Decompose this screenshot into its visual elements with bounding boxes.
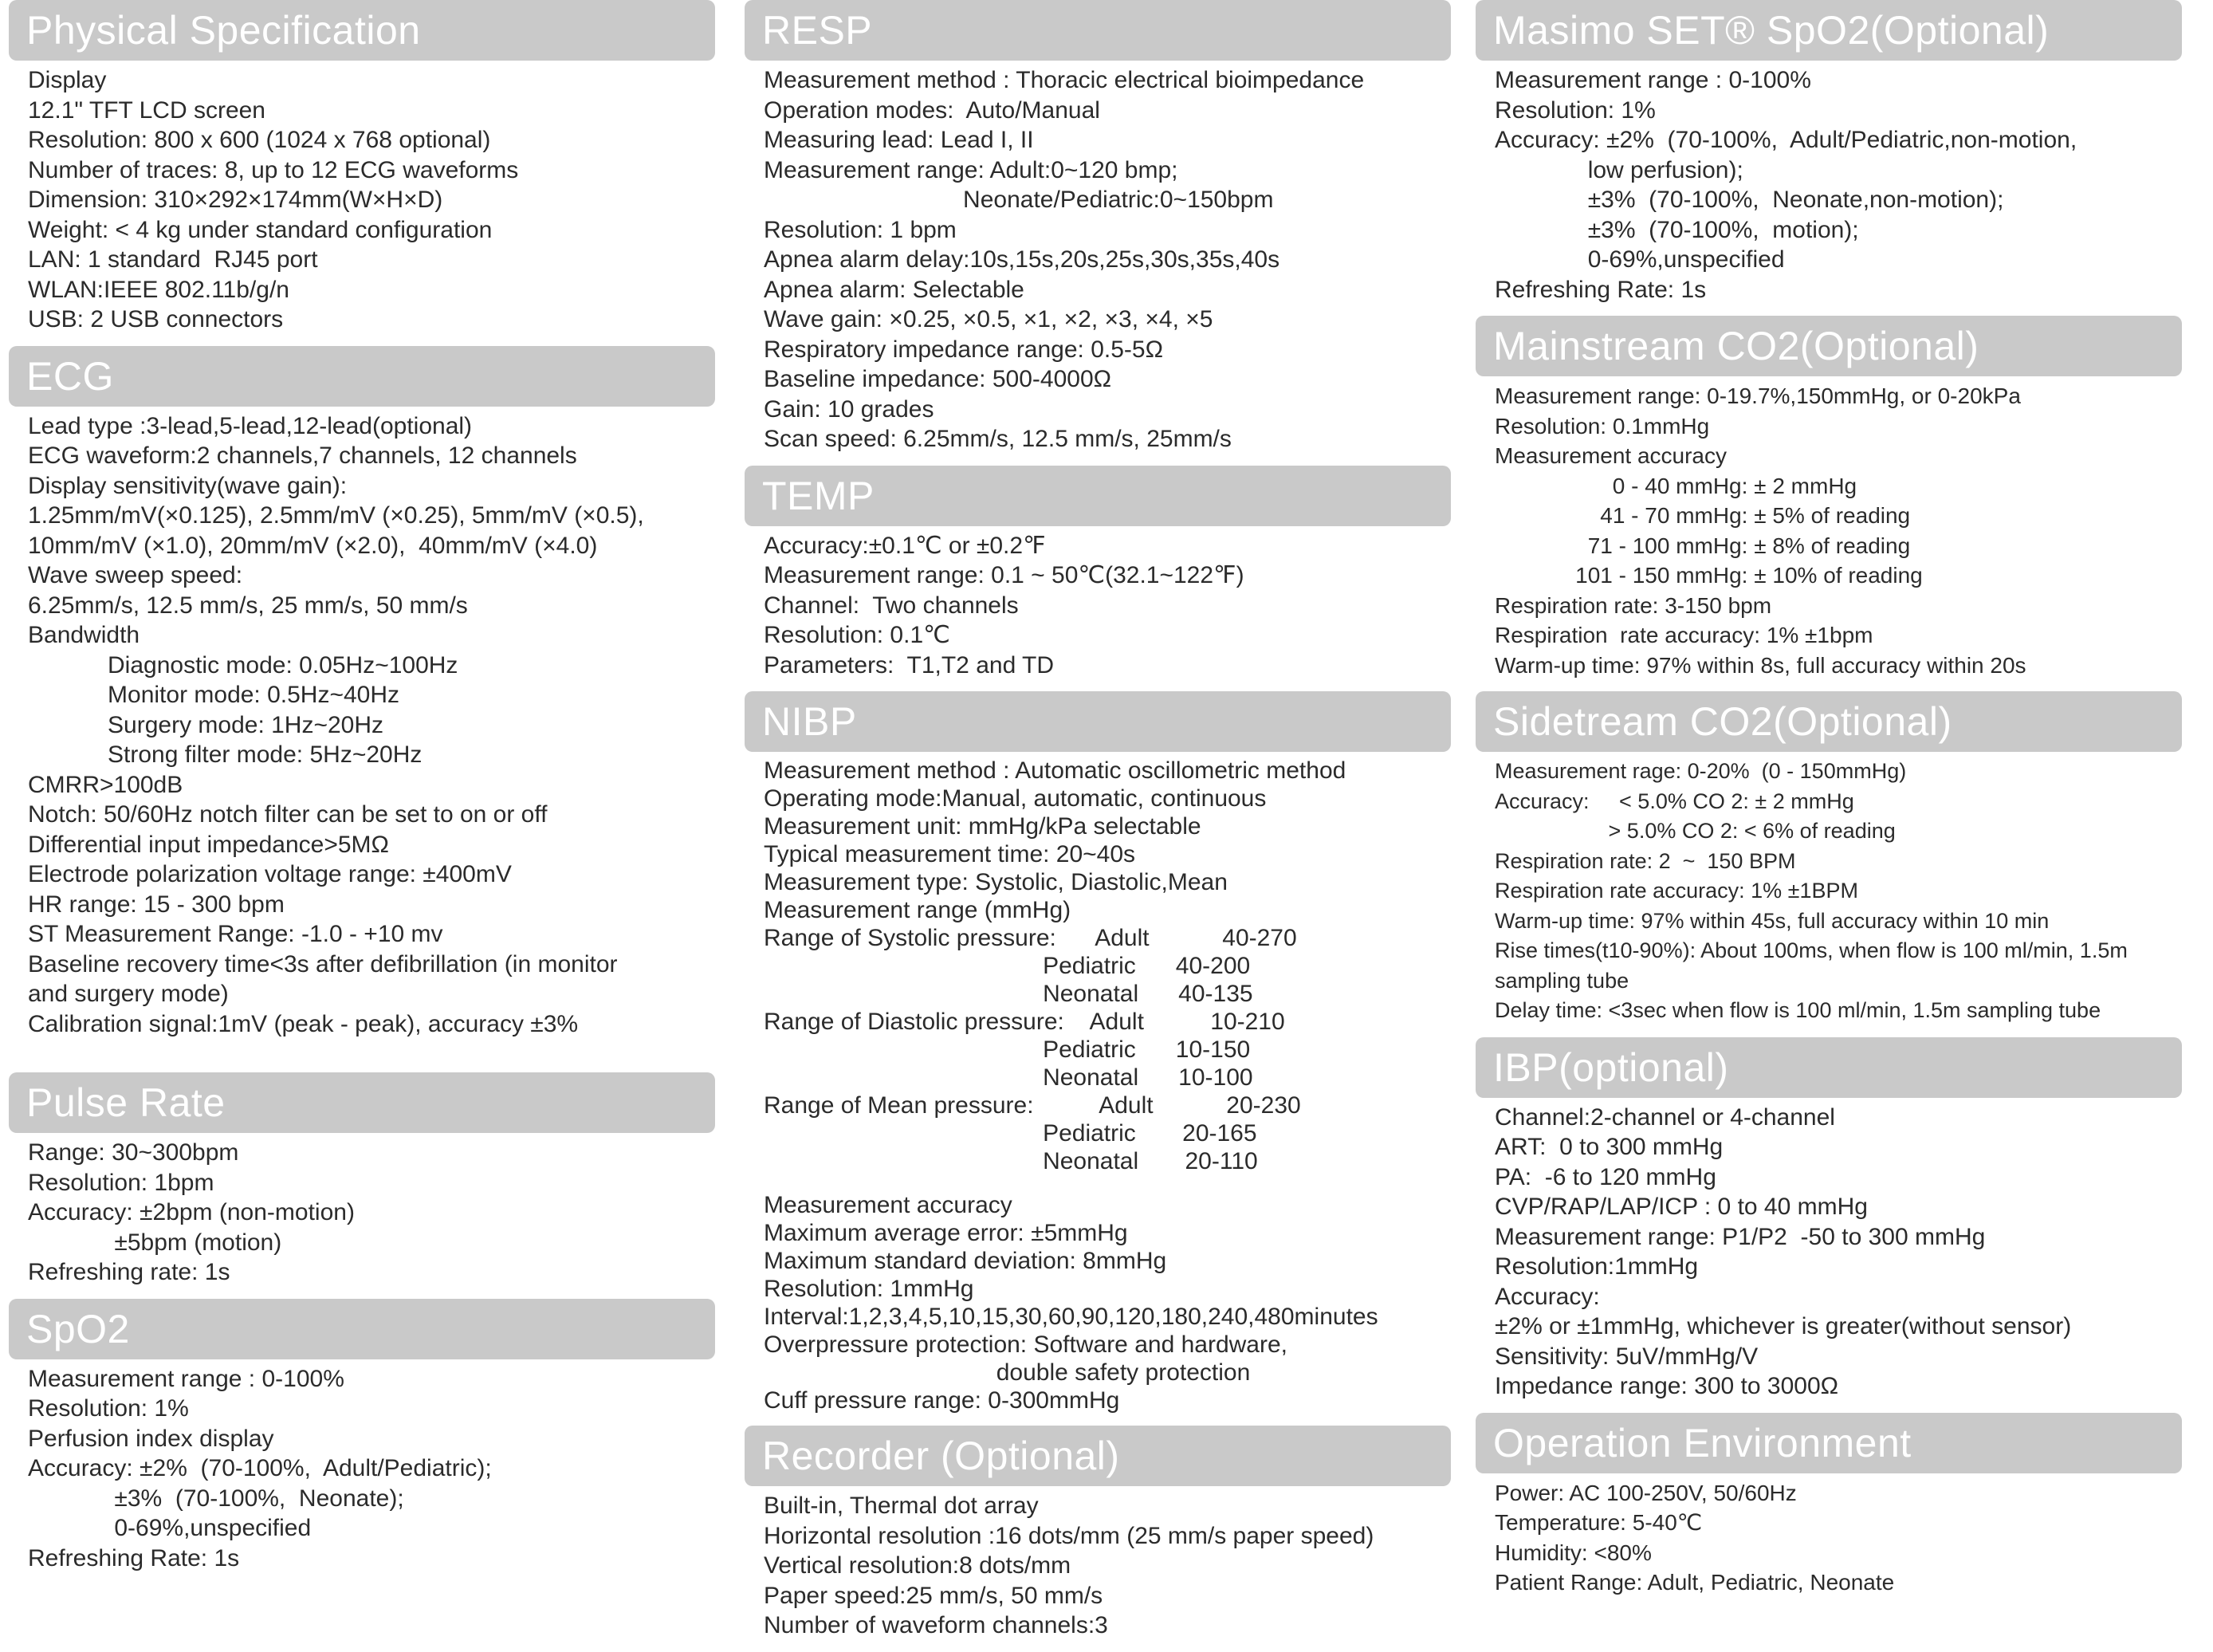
spec-line: ±3% (70-100%, Neonate);: [28, 1485, 404, 1512]
section-resp: [745, 0, 1451, 461]
section-body: [745, 61, 1451, 461]
spec-line: Maximum standard deviation: 8mmHg: [764, 1248, 1167, 1274]
spec-line: Accuracy:±0.1℃ or ±0.2℉: [764, 532, 1046, 559]
spec-line: Respiration rate accuracy: 1% ±1BPM: [1495, 879, 1859, 903]
section-temp: [745, 466, 1451, 687]
spec-line: ±3% (70-100%, motion);: [1495, 216, 1859, 243]
spec-line: Humidity: <80%: [1495, 1540, 1652, 1565]
section-body: [745, 526, 1451, 687]
spec-line: Resolution: 1%: [28, 1395, 189, 1422]
spec-line: Channel:2-channel or 4-channel: [1495, 1103, 1835, 1131]
spec-line: Differential input impedance>5MΩ: [28, 831, 389, 858]
spec-line: 1.25mm/mV(×0.125), 2.5mm/mV (×0.25), 5mm/mV (×0.5),: [28, 502, 644, 529]
spec-line: Wave sweep speed:: [28, 562, 243, 588]
spec-line: Display sensitivity(wave gain):: [28, 472, 348, 499]
spec-line: 0-69%,unspecified: [28, 1515, 312, 1541]
section-nibp: [745, 691, 1451, 1421]
spec-line: CMRR>100dB: [28, 771, 183, 798]
spec-line: CVP/RAP/LAP/ICP : 0 to 40 mmHg: [1495, 1194, 1868, 1220]
section-body: [1476, 752, 2182, 1032]
spec-line: Range of Diastolic pressure: Adult 10-210: [764, 1009, 1285, 1035]
spec-line: Warm-up time: 97% within 8s, full accuracy within 20s: [1495, 652, 2026, 678]
spec-line: Measurement method : Thoracic electrical bioimpedance: [764, 67, 1365, 93]
spec-line: Measurement unit: mmHg/kPa selectable: [764, 813, 1201, 840]
column-1: [9, 0, 715, 1584]
spec-line: Accuracy: ±2% (70-100%, Adult/Pediatric,non-motion,: [1495, 127, 2077, 153]
section-recorder: [745, 1426, 1451, 1647]
spec-line: Accuracy:: [1495, 1283, 1600, 1310]
section-title: NIBP: [745, 691, 1451, 752]
spec-line: Lead type :3-lead,5-lead,12-lead(optional): [28, 412, 473, 439]
spec-line: Temperature: 5-40℃: [1495, 1510, 1703, 1535]
section-title: Operation Environment: [1476, 1413, 2182, 1473]
spec-line: Paper speed:25 mm/s, 50 mm/s: [764, 1582, 1103, 1609]
spec-line: Weight: < 4 kg under standard configuration: [28, 216, 493, 243]
spec-line: USB: 2 USB connectors: [28, 306, 284, 332]
section-title: Physical Specification: [9, 0, 715, 61]
spec-line: Range: 30~300bpm: [28, 1139, 239, 1166]
section-title: Sidetream CO2(Optional): [1476, 691, 2182, 752]
spec-line: Measurement range: Adult:0~120 bmp;: [764, 156, 1178, 183]
spec-line: Accuracy: < 5.0% CO 2: ± 2 mmHg: [1495, 789, 1854, 813]
spec-line: Cuff pressure range: 0-300mmHg: [764, 1387, 1120, 1414]
spec-line: Measurement range (mmHg): [764, 897, 1071, 923]
spec-line: Display: [28, 67, 107, 93]
spec-line: Delay time: <3sec when flow is 100 ml/min, 1.5m sampling tube: [1495, 998, 2101, 1022]
spec-line: 41 - 70 mmHg: ± 5% of reading: [1495, 503, 1911, 528]
spec-line: Impedance range: 300 to 3000Ω: [1495, 1373, 1839, 1399]
spec-line: Maximum average error: ±5mmHg: [764, 1220, 1128, 1246]
spec-line: Accuracy: ±2bpm (non-motion): [28, 1199, 355, 1225]
spec-line: double safety protection: [764, 1359, 1251, 1386]
section-title: Pulse Rate: [9, 1072, 715, 1133]
spec-line: Measurement accuracy: [764, 1192, 1012, 1218]
section-title: Mainstream CO2(Optional): [1476, 316, 2182, 376]
spec-line: Neonatal 10-100: [764, 1064, 1253, 1091]
spec-line: Notch: 50/60Hz notch filter can be set to on or off: [28, 801, 548, 828]
spec-line: PA: -6 to 120 mmHg: [1495, 1163, 1716, 1190]
section-body: [1476, 1473, 2182, 1604]
spec-line: Typical measurement time: 20~40s: [764, 841, 1136, 867]
spec-line: Apnea alarm: Selectable: [764, 276, 1024, 303]
spec-line: Measurement method : Automatic oscillometric method: [764, 757, 1346, 784]
spec-line: Interval:1,2,3,4,5,10,15,30,60,90,120,180,240,480minutes: [764, 1304, 1378, 1330]
section-ibp: [1476, 1037, 2182, 1408]
section-ecg: [9, 346, 715, 1046]
section-body: [1476, 376, 2182, 686]
spec-line: Measurement range: P1/P2 -50 to 300 mmHg: [1495, 1223, 1986, 1250]
spec-line: Strong filter mode: 5Hz~20Hz: [28, 741, 423, 768]
spec-line: Operation modes: Auto/Manual: [764, 96, 1100, 124]
section-body: [9, 61, 715, 341]
spec-line: Wave gain: ×0.25, ×0.5, ×1, ×2, ×3, ×4, ×5: [764, 306, 1213, 332]
spec-line: ±3% (70-100%, Neonate,non-motion);: [1495, 187, 2004, 213]
spec-line: Resolution: 800 x 600 (1024 x 768 optional): [28, 127, 491, 153]
spec-line: Measurement type: Systolic, Diastolic,Mean: [764, 869, 1228, 895]
spec-line: Resolution: 1mmHg: [764, 1276, 974, 1302]
spec-line: Pediatric 20-165: [764, 1120, 1257, 1147]
spec-line: ±5bpm (motion): [28, 1229, 282, 1256]
spec-line: Range of Systolic pressure: Adult 40-270: [764, 925, 1297, 951]
spec-line: Perfusion index display: [28, 1425, 274, 1452]
spec-line: Respiration rate: 3-150 bpm: [1495, 592, 1772, 618]
spec-line: Electrode polarization voltage range: ±400mV: [28, 861, 512, 887]
section-spo2: [9, 1299, 715, 1580]
spec-line: Baseline recovery time<3s after defibrillation (in monitor: [28, 950, 618, 977]
section-title: Recorder (Optional): [745, 1426, 1451, 1486]
spec-line: 0-69%,unspecified: [1495, 246, 1785, 273]
spec-line: Overpressure protection: Software and hardware,: [764, 1331, 1287, 1358]
spec-line: Respiratory impedance range: 0.5-5Ω: [764, 336, 1164, 363]
spec-line: Warm-up time: 97% within 45s, full accuracy within 10 min: [1495, 908, 2050, 933]
section-mainstream-co2: [1476, 316, 2182, 686]
spec-line: Calibration signal:1mV (peak - peak), accuracy ±3%: [28, 1010, 579, 1037]
spec-line: Resolution: 1%: [1495, 96, 1656, 124]
spec-line: Measurement accuracy: [1495, 443, 1728, 468]
spec-line: Surgery mode: 1Hz~20Hz: [28, 711, 384, 738]
spec-line: sampling tube: [1495, 968, 1629, 993]
spec-line: Refreshing Rate: 1s: [28, 1544, 240, 1571]
spec-line: Measurement range : 0-100%: [1495, 67, 1811, 93]
spec-line: Gain: 10 grades: [764, 395, 934, 423]
spec-line: Vertical resolution:8 dots/mm: [764, 1552, 1071, 1579]
spec-line: Sensitivity: 5uV/mmHg/V: [1495, 1343, 1759, 1370]
spec-line: WLAN:IEEE 802.11b/g/n: [28, 276, 289, 303]
section-operation-environment: [1476, 1413, 2182, 1604]
section-masimo-spo2: [1476, 0, 2182, 311]
spec-line: ART: 0 to 300 mmHg: [1495, 1134, 1724, 1160]
spec-line: Power: AC 100-250V, 50/60Hz: [1495, 1480, 1797, 1505]
spec-line: Baseline impedance: 500-4000Ω: [764, 366, 1112, 392]
spec-line: Operating mode:Manual, automatic, continuous: [764, 785, 1267, 812]
spec-line: Respiration rate accuracy: 1% ±1bpm: [1495, 623, 1873, 647]
section-sidestream-co2: [1476, 691, 2182, 1032]
spec-line: Channel: Two channels: [764, 592, 1019, 619]
spec-line: Rise times(t10-90%): About 100ms, when flow is 100 ml/min, 1.5m: [1495, 938, 2128, 962]
spec-line: Neonatal 20-110: [764, 1148, 1258, 1174]
spec-line: Pediatric 10-150: [764, 1036, 1251, 1063]
spec-line: 10mm/mV (×1.0), 20mm/mV (×2.0), 40mm/mV (×4.0): [28, 532, 598, 559]
column-3: [1476, 0, 2182, 1609]
section-pulse-rate: [9, 1072, 715, 1294]
section-body: [9, 1359, 715, 1580]
spec-line: Patient Range: Adult, Pediatric, Neonate: [1495, 1570, 1895, 1595]
spec-line: LAN: 1 standard RJ45 port: [28, 246, 318, 273]
section-title: Masimo SET® SpO2(Optional): [1476, 0, 2182, 61]
section-body: [745, 1486, 1451, 1647]
spec-line: ±2% or ±1mmHg, whichever is greater(without sensor): [1495, 1313, 2072, 1339]
spec-line: 101 - 150 mmHg: ± 10% of reading: [1495, 563, 1923, 588]
spec-line: > 5.0% CO 2: < 6% of reading: [1495, 819, 1896, 843]
spec-line: Horizontal resolution :16 dots/mm (25 mm/s paper speed): [764, 1522, 1374, 1549]
spec-line: Measurement range: 0.1 ~ 50℃(32.1~122℉): [764, 562, 1244, 588]
section-body: [9, 407, 715, 1046]
spec-line: Measurement rage: 0-20% (0 - 150mmHg): [1495, 759, 1907, 783]
spec-line: low perfusion);: [1495, 156, 1743, 183]
spec-line: Diagnostic mode: 0.05Hz~100Hz: [28, 651, 458, 678]
spec-line: 6.25mm/s, 12.5 mm/s, 25 mm/s, 50 mm/s: [28, 592, 468, 619]
spec-line: Resolution: 0.1mmHg: [1495, 413, 1710, 439]
spec-line: Neonatal 40-135: [764, 981, 1253, 1007]
spec-line: Resolution: 1bpm: [28, 1169, 214, 1196]
spec-line: 0 - 40 mmHg: ± 2 mmHg: [1495, 473, 1857, 498]
spec-line: HR range: 15 - 300 bpm: [28, 891, 285, 918]
spec-line: Apnea alarm delay:10s,15s,20s,25s,30s,35s,40s: [764, 246, 1280, 273]
spec-line: Refreshing Rate: 1s: [1495, 276, 1707, 303]
spec-line: Bandwidth: [28, 622, 140, 648]
spec-line: Respiration rate: 2 ~ 150 BPM: [1495, 848, 1796, 873]
spec-line: Dimension: 310×292×174mm(W×H×D): [28, 187, 443, 213]
spec-line: Accuracy: ±2% (70-100%, Adult/Pediatric);: [28, 1455, 492, 1481]
spec-line: Parameters: T1,T2 and TD: [764, 651, 1055, 678]
spec-line: Monitor mode: 0.5Hz~40Hz: [28, 682, 400, 708]
spec-line: Measurement range: 0-19.7%,150mmHg, or 0-20kPa: [1495, 384, 2021, 408]
section-title: RESP: [745, 0, 1451, 61]
section-title: SpO2: [9, 1299, 715, 1359]
spec-line: Scan speed: 6.25mm/s, 12.5 mm/s, 25mm/s: [764, 426, 1232, 452]
spec-line: 71 - 100 mmHg: ± 8% of reading: [1495, 533, 1911, 558]
spec-line: 12.1" TFT LCD screen: [28, 96, 265, 124]
spec-line: Built-in, Thermal dot array: [764, 1493, 1039, 1519]
section-body: [745, 752, 1451, 1421]
spec-line: Refreshing rate: 1s: [28, 1259, 230, 1285]
spec-line: Number of traces: 8, up to 12 ECG waveforms: [28, 156, 519, 183]
spec-line: ST Measurement Range: -1.0 - +10 mv: [28, 921, 443, 947]
spec-line: Measuring lead: Lead I, II: [764, 127, 1034, 153]
spec-line: Pediatric 40-200: [764, 953, 1251, 979]
section-title: IBP(optional): [1476, 1037, 2182, 1098]
section-title: ECG: [9, 346, 715, 407]
section-physical-specification: [9, 0, 715, 341]
spec-line: and surgery mode): [28, 981, 229, 1007]
spec-line: Range of Mean pressure: Adult 20-230: [764, 1092, 1301, 1119]
spec-line: Measurement range : 0-100%: [28, 1365, 344, 1392]
spec-line: Neonate/Pediatric:0~150bpm: [764, 187, 1274, 213]
section-body: [1476, 1098, 2182, 1408]
spec-line: [764, 1175, 1451, 1191]
spec-line: ECG waveform:2 channels,7 channels, 12 channels: [28, 442, 577, 469]
spec-line: Resolution: 0.1℃: [764, 622, 950, 648]
spec-line: Number of waveform channels:3: [764, 1612, 1108, 1638]
spec-line: Resolution: 1 bpm: [764, 216, 957, 243]
section-body: [9, 1133, 715, 1294]
spec-line: Resolution:1mmHg: [1495, 1253, 1699, 1280]
section-title: TEMP: [745, 466, 1451, 526]
section-body: [1476, 61, 2182, 311]
column-2: [745, 0, 1451, 1652]
